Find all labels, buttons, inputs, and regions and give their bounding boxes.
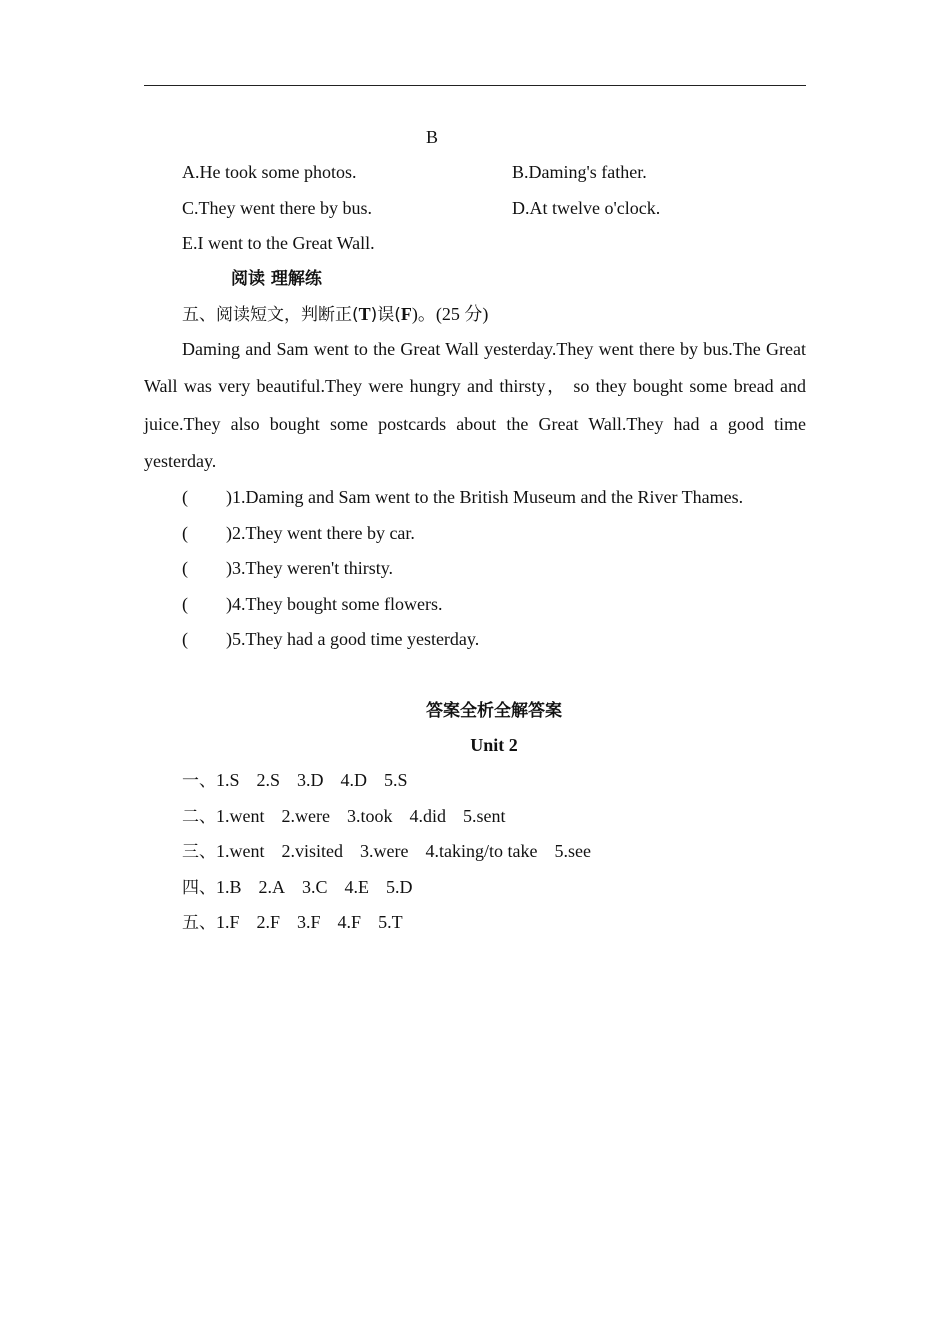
instruction-suffix: )。(25 分)	[411, 304, 489, 324]
question-row	[182, 486, 743, 508]
question-row	[182, 557, 393, 579]
reading-instruction	[182, 303, 488, 326]
question-text: )4.They bought some flowers.	[226, 594, 443, 614]
reading-passage: Daming and Sam went to the Great Wall yesterday.They went there by bus.The Great Wall was very beautiful.They were hungry and thirsty， so they bought some bread and juice.They also bought some postcards about the Great Wall.They had a good time yesterday.	[144, 339, 806, 471]
answer-row	[182, 805, 523, 828]
answer-item: 2.F	[256, 912, 281, 932]
answer-blank[interactable]: (	[182, 523, 188, 543]
answer-item: 4.did	[409, 806, 447, 826]
reading-section-title: 阅读 理解练	[231, 269, 322, 289]
answer-row-lead: 五、	[182, 913, 216, 933]
answer-row	[182, 911, 420, 934]
answer-item: 3.C	[302, 877, 328, 897]
answer-blank[interactable]: (	[182, 558, 188, 578]
answer-item: 1.went	[216, 841, 265, 861]
question-text: )2.They went there by car.	[226, 523, 415, 543]
answer-item: 1.went	[216, 806, 265, 826]
answer-item: 4.E	[344, 877, 370, 897]
answers-title: 答案全析全解答案	[426, 701, 562, 721]
answer-row-lead: 三、	[182, 842, 216, 862]
option-e: E.I went to the Great Wall.	[182, 233, 375, 253]
instruction-mid: )误(	[370, 305, 401, 325]
answer-blank[interactable]: (	[182, 629, 188, 649]
option-d: D.At twelve o'clock.	[512, 198, 661, 218]
answer-row	[182, 769, 425, 792]
answer-item: 1.B	[216, 877, 242, 897]
answer-item: 2.visited	[281, 841, 343, 861]
option-c: C.They went there by bus.	[182, 198, 372, 218]
answer-item: 1.S	[216, 770, 240, 790]
answer-item: 5.sent	[463, 806, 506, 826]
answer-item: 3.took	[346, 806, 393, 826]
instruction-prefix: 五、阅读短文，判断正(	[182, 305, 359, 325]
answer-item: 4.D	[340, 770, 368, 790]
answer-item: 5.S	[384, 770, 408, 790]
answer-item: 5.D	[386, 877, 413, 897]
instruction-t: T	[358, 304, 371, 324]
answer-item: 3.were	[360, 841, 409, 861]
answer-item: 4.F	[337, 912, 362, 932]
answer-item: 3.F	[297, 912, 321, 932]
answer-item: 5.T	[378, 912, 403, 932]
answer-row-lead: 四、	[182, 878, 216, 898]
answer-item: 4.taking/to take	[425, 841, 538, 861]
question-row	[182, 628, 479, 650]
instruction-f: F	[400, 304, 412, 324]
question-row	[182, 593, 442, 615]
question-text: )3.They weren't thirsty.	[226, 558, 394, 578]
header-rule	[144, 85, 806, 86]
answer-row	[182, 876, 430, 899]
question-text: )1.Daming and Sam went to the British Museum and the River Thames.	[226, 487, 744, 507]
answer-row-lead: 二、	[182, 807, 216, 827]
answer-item: 2.S	[256, 770, 281, 790]
answer-blank[interactable]: (	[182, 594, 188, 614]
answer-row	[182, 840, 608, 863]
answer-item: 3.D	[297, 770, 324, 790]
answer-item: 1.F	[216, 912, 240, 932]
answer-item: 5.see	[554, 841, 591, 861]
answer-item: 2.were	[281, 806, 330, 826]
question-text: )5.They had a good time yesterday.	[226, 629, 480, 649]
option-a: A.He took some photos.	[182, 162, 357, 182]
question-row	[182, 522, 415, 544]
answer-item: 2.A	[258, 877, 286, 897]
section-letter: B	[426, 127, 439, 147]
answer-blank[interactable]: (	[182, 487, 188, 507]
option-b: B.Daming's father.	[512, 162, 647, 182]
answers-unit: Unit 2	[470, 735, 518, 755]
answer-row-lead: 一、	[182, 771, 216, 791]
